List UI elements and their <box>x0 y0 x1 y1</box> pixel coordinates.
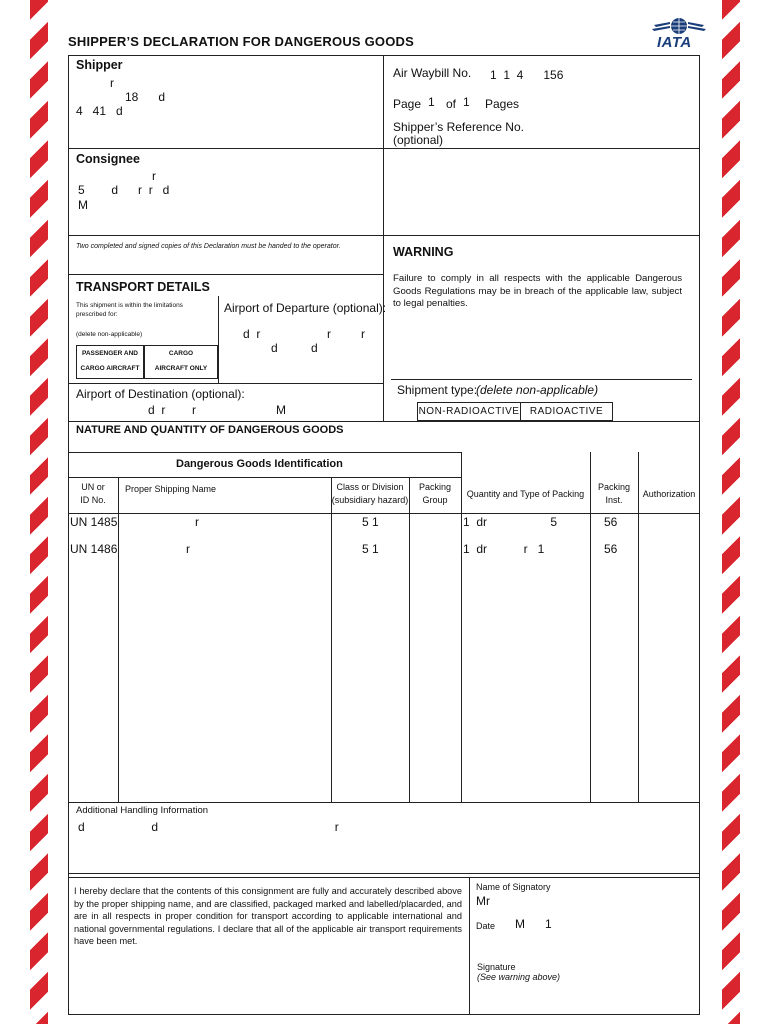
shipment-type-label: Shipment type: <box>397 383 478 397</box>
departure-line-1: d r r r <box>243 327 366 341</box>
copies-note: Two completed and signed copies of this Declaration must be handed to the operator. <box>76 243 341 250</box>
warning-label: WARNING <box>393 245 454 259</box>
passenger-line-2: CARGO AIRCRAFT <box>80 365 140 372</box>
divider-declaration-top <box>68 873 700 874</box>
consignee-line-2: 5 d r r d <box>78 183 170 197</box>
signature-label: Signature <box>477 962 516 972</box>
waybill-label: Air Waybill No. <box>393 66 472 80</box>
page-value: 1 <box>428 95 435 109</box>
shipper-line-2: 18 d <box>125 90 166 104</box>
col-header-pg <box>409 481 461 507</box>
passenger-line-1: PASSENGER AND <box>82 350 138 357</box>
row-name: r <box>195 515 199 529</box>
col-header-class-line-2: (subsidiary hazard) <box>331 495 409 505</box>
shipment-type-hint: (delete non-applicable) <box>476 383 599 397</box>
cargo-aircraft-only-option[interactable] <box>144 345 218 379</box>
divider-declaration-vertical <box>469 877 470 1015</box>
transport-details-label: TRANSPORT DETAILS <box>76 280 210 294</box>
divider-destination <box>68 383 383 384</box>
destination-label: Airport of Destination (optional): <box>76 387 245 401</box>
divider-declaration-top-2 <box>68 877 700 878</box>
row-class: 5 1 <box>362 515 379 529</box>
col-header-pg-line-2: Group <box>422 495 448 505</box>
divider-nature <box>68 421 700 422</box>
destination-value: d r r M <box>148 403 287 417</box>
col-header-pi <box>590 481 638 507</box>
transport-limit-text: This shipment is within the limitations prescribed for: <box>76 302 183 318</box>
col-line-3 <box>409 477 410 802</box>
right-border-stripe <box>722 0 740 1024</box>
row-name: r <box>186 542 190 556</box>
warning-text: Failure to comply in all respects with the applicable Dangerous Goods Regulations may be in breach of the applicable law, subject to legal penalties. <box>393 273 682 310</box>
nature-quantity-label: NATURE AND QUANTITY OF DANGEROUS GOODS <box>76 424 344 436</box>
page-label: Page <box>393 97 422 111</box>
non-radioactive-option[interactable]: NON-RADIOACTIVE <box>417 402 521 421</box>
col-header-class-line-1: Class or Division <box>336 482 404 492</box>
departure-label: Airport of Departure (optional): <box>224 301 387 315</box>
handling-label: Additional Handling Information <box>76 805 209 816</box>
declaration-text: I hereby declare that the contents of this consignment are fully and accurately described above by the proper shipping name, and are classified, packaged marked and labelled/placarded, and are in all respects in proper condition for transport according to applicable international and national governmental regulations. I declare that all of the applicable air transport requirements have been met. <box>74 886 462 947</box>
signatory-label: Name of Signatory <box>476 882 551 892</box>
shipper-label: Shipper <box>76 58 123 72</box>
signatory-value: Mr <box>476 894 490 908</box>
row-un: UN 1485 <box>70 515 118 529</box>
row-qty: 1 dr r 1 <box>463 542 545 556</box>
divider-shipper-consignee <box>68 148 700 149</box>
consignee-line-1: r <box>152 169 156 183</box>
consignee-line-3: M <box>78 198 88 212</box>
form-title: SHIPPER’S DECLARATION FOR DANGEROUS GOODS <box>68 34 414 49</box>
dg-identification-label: Dangerous Goods Identification <box>176 458 343 470</box>
iata-wordmark: IATA <box>657 34 692 51</box>
globe-wings-icon <box>652 16 706 36</box>
consignee-label: Consignee <box>76 152 140 166</box>
col-header-un-line-1: UN or <box>81 482 105 492</box>
row-pi: 56 <box>604 542 618 556</box>
transport-delete-hint: (delete non-applicable) <box>76 331 143 338</box>
cargo-line-2: AIRCRAFT ONLY <box>154 365 208 372</box>
col-header-un-line-2: ID No. <box>80 495 106 505</box>
col-line-6 <box>638 452 639 802</box>
date-label: Date <box>476 921 496 931</box>
of-label: of <box>446 97 457 111</box>
row-qty: 1 dr 5 <box>463 515 558 529</box>
divider-dg-group-bottom <box>68 477 462 478</box>
row-pi: 56 <box>604 515 618 529</box>
waybill-value: 1 1 4 156 <box>490 68 564 82</box>
col-header-class <box>331 481 409 507</box>
page-total-value: 1 <box>463 95 470 109</box>
col-line-2 <box>331 477 332 802</box>
col-line-4 <box>461 452 462 802</box>
left-border-stripe <box>30 0 48 1024</box>
col-header-auth: Authorization <box>642 489 696 499</box>
col-header-un <box>68 481 118 507</box>
col-header-pi-line-1: Packing <box>597 482 631 492</box>
divider-shipment-type <box>391 379 692 380</box>
divider-transport-vertical <box>218 296 219 383</box>
shipper-line-3: 4 41 d <box>76 104 123 118</box>
cargo-line-1: CARGO <box>168 350 194 357</box>
col-header-qty: Quantity and Type of Packing <box>466 489 585 499</box>
col-header-pg-line-1: Packing <box>418 482 452 492</box>
divider-consignee-warning <box>68 235 700 236</box>
shipper-reference-label: Shipper’s Reference No. <box>393 120 524 134</box>
iata-logo <box>652 16 706 50</box>
divider-table-header <box>68 513 700 514</box>
pages-label: Pages <box>485 97 520 111</box>
divider-vertical-top <box>383 55 384 421</box>
departure-line-2: d d <box>271 341 318 355</box>
row-class: 5 1 <box>362 542 379 556</box>
radioactive-option[interactable]: RADIOACTIVE <box>520 402 613 421</box>
passenger-cargo-aircraft-option[interactable] <box>76 345 144 379</box>
divider-handling <box>68 802 700 803</box>
signature-hint: (See warning above) <box>477 972 561 982</box>
shipper-line-1: r <box>110 76 114 90</box>
row-un: UN 1486 <box>70 542 118 556</box>
col-line-1 <box>118 477 119 802</box>
declaration-form <box>68 55 700 1015</box>
col-header-psn: Proper Shipping Name <box>125 484 217 494</box>
divider-dg-identification <box>68 452 462 453</box>
col-header-pi-line-2: Inst. <box>605 495 623 505</box>
shipper-reference-optional: (optional) <box>393 133 444 147</box>
handling-value: d d r <box>78 820 339 834</box>
date-value: M 1 <box>515 917 552 931</box>
divider-transport <box>68 274 383 275</box>
